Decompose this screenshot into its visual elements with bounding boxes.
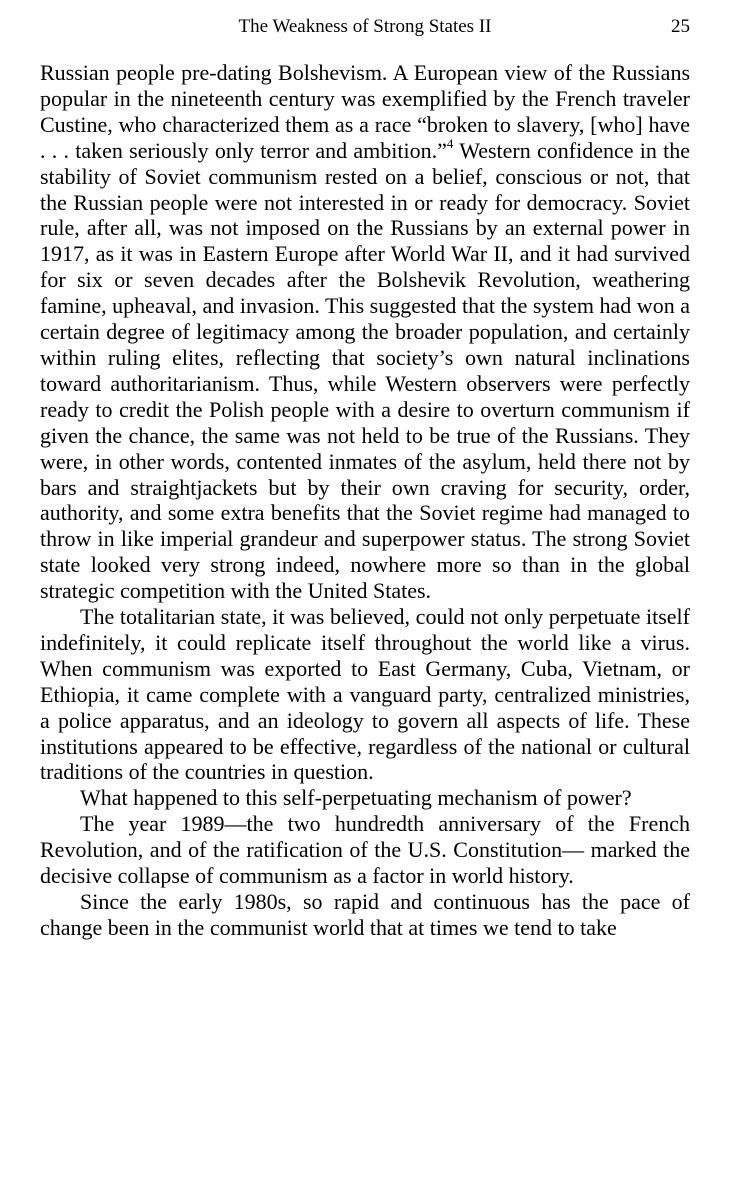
book-page: [40, 0, 690, 941]
footnote-reference: 4: [446, 136, 454, 152]
paragraph: The year 1989—the two hundredth anniversary of the French Revolution, and of the ratification of the U.S. Constitution— marked the decisive collapse of communism as a factor in world history.: [40, 811, 690, 889]
running-title: The Weakness of Strong States II: [238, 16, 492, 37]
running-head: [40, 0, 690, 60]
paragraph: What happened to this self-perpetuating mechanism of power?: [80, 785, 632, 811]
page-number: 25: [671, 16, 690, 37]
paragraph: The totalitarian state, it was believed, could not only perpetuate itself indefinitely, it could replicate itself throughout the world like a virus. When communism was exported to East Germany, Cuba, Vietnam, or Ethiopia, it came complete with a vanguard party, centralized ministries, a police apparatus, and an ideology to govern all aspects of life. These institutions appeared to be effective, regardless of the national or cultural traditions of the countries in question.: [40, 604, 690, 785]
paragraph-text: Russian people pre-dating Bolshevism. A European view of the Russians popular in the nineteenth century was exemplified by the French traveler Custine, who characterized them as a race “broken to slavery, [who] have . . . taken seriously only terror and ambition.”: [40, 60, 690, 163]
body-text: [40, 60, 690, 941]
paragraph: Since the early 1980s, so rapid and continuous has the pace of change been in the communist world that at times we tend to take: [40, 889, 690, 940]
paragraph-text: Western confidence in the stability of Soviet communism rested on a belief, conscious or not, that the Russian people were not interested in or ready for democracy. Soviet rule, after all, was not imposed on the Russians by an external power in 1917, as it was in Eastern Europe after World War II, and it had survived for six or seven decades after the Bolshevik Revolution, weathering famine, upheaval, and invasion. This suggested that the system had won a certain degree of legitimacy among the broader population, and certainly within ruling elites, reflecting that society’s own natural inclinations toward authoritarianism. Thus, while Western observers were perfectly ready to credit the Polish people with a desire to overturn communism if given the chance, the same was not held to be true of the Russians. They were, in other words, contented inmates of the asylum, held there not by bars and straightjackets but by their own craving for security, order, authority, and some extra benefits that the Soviet regime had managed to throw in like imperial grandeur and superpower status. The strong Soviet state looked very strong indeed, nowhere more so than in the global strategic competition with the United States.: [40, 137, 690, 604]
paragraph-continued: [40, 60, 690, 604]
